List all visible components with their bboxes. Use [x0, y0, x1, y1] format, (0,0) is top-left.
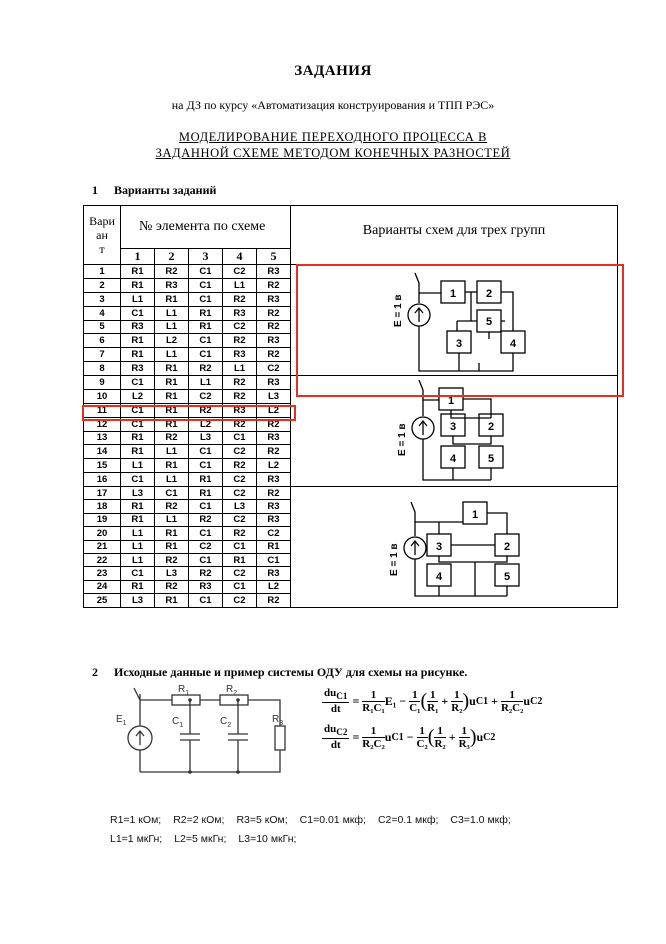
variant-number: 25: [84, 594, 121, 607]
element-cell: L1: [155, 473, 189, 487]
element-cell: C1: [223, 431, 257, 445]
element-cell: R1: [155, 389, 189, 403]
element-cell: R3: [155, 278, 189, 292]
scheme-1-box-3: 3: [455, 338, 463, 350]
element-cell: C2: [223, 487, 257, 500]
variant-number: 8: [84, 362, 121, 376]
element-cell: L1: [121, 553, 155, 566]
parameter-value: C3=1.0 мкф;: [450, 814, 511, 826]
variant-number: 6: [84, 334, 121, 348]
scheme-2-box-1: 1: [447, 395, 455, 407]
variant-number: 22: [84, 553, 121, 566]
variant-number: 2: [84, 278, 121, 292]
element-cell: L3: [223, 500, 257, 513]
topic-line-2: ЗАДАННОЙ СХЕМЕ МЕТОДОМ КОНЕЧНЫХ РАЗНОСТЕЙ: [155, 146, 511, 160]
element-cell: R2: [257, 278, 291, 292]
variant-number: 14: [84, 445, 121, 459]
svg-text:E1: $E_1$: [116, 714, 127, 727]
element-cell: R2: [155, 431, 189, 445]
element-cell: R1: [155, 527, 189, 540]
variant-number: 10: [84, 389, 121, 403]
element-cell: C1: [189, 500, 223, 513]
topic-line-1: МОДЕЛИРОВАНИЕ ПЕРЕХОДНОГО ПРОЦЕССА В: [178, 130, 488, 144]
variant-number: 3: [84, 292, 121, 306]
scheme-2-box-2: 2: [487, 421, 495, 433]
element-cell: R2: [223, 527, 257, 540]
header-elements: № элемента по схеме: [121, 206, 291, 249]
element-cell: L1: [155, 320, 189, 334]
element-cell: L3: [257, 389, 291, 403]
scheme-cell-3: [291, 487, 618, 608]
element-cell: R3: [257, 500, 291, 513]
scheme-3-diagram: [379, 492, 529, 602]
equation-1: $\frac{du_{C1}}{dt}$ = $\frac{1}{\text{R₁C₁}}$ E₁ − $\frac{1}{\text{C₁}}$ ( $\frac{1}{\text{R₁}}$ + $\frac{1}{\text{R₂}}$ ) u C1 + $\frac{1}{\text{R₂C₂}}$ u C2: [324, 686, 543, 716]
variant-number: 24: [84, 580, 121, 593]
element-cell: C2: [257, 362, 291, 376]
element-cell: C2: [223, 567, 257, 580]
parameter-value: R1=1 кОм;: [110, 814, 162, 826]
section-1-title: Варианты заданий: [114, 183, 217, 197]
element-cell: C2: [189, 389, 223, 403]
element-cell: L2: [257, 459, 291, 473]
element-cell: R2: [223, 334, 257, 348]
element-cell: R3: [257, 431, 291, 445]
element-cell: C2: [223, 265, 257, 279]
element-cell: C1: [189, 527, 223, 540]
element-cell: R2: [257, 348, 291, 362]
element-cell: L1: [155, 348, 189, 362]
element-cell: R1: [155, 540, 189, 553]
element-cell: R2: [223, 417, 257, 431]
element-cell: L1: [155, 306, 189, 320]
scheme-3-source-label: E = 1 в: [389, 543, 400, 576]
element-cell: C1: [189, 594, 223, 607]
header-schemes: Варианты схем для трех групп: [291, 206, 618, 265]
svg-text:C2: $C_2$: [220, 716, 232, 729]
element-cell: C1: [121, 417, 155, 431]
element-cell: R3: [189, 580, 223, 593]
element-cell: R2: [189, 403, 223, 417]
column-number-1: 1: [121, 249, 155, 265]
scheme-1-box-1: 1: [449, 288, 457, 300]
element-cell: L2: [257, 580, 291, 593]
parameter-value: L3=10 мкГн;: [238, 833, 297, 845]
element-cell: L1: [121, 527, 155, 540]
parameter-value: C1=0.01 мкф;: [299, 814, 366, 826]
element-cell: C2: [223, 445, 257, 459]
page-subtitle: на ДЗ по курсу «Автоматизация конструирования и ТПП РЭС»: [171, 98, 495, 112]
parameter-value: L2=5 мкГн;: [174, 833, 227, 845]
element-cell: C1: [257, 553, 291, 566]
highlight-variant-10: [82, 405, 296, 421]
variant-number: 21: [84, 540, 121, 553]
table-row: [84, 487, 618, 500]
equation-2: $\frac{du_{C2}}{dt}$ = $\frac{1}{\text{R₂C₂}}$ u C1 − $\frac{1}{\text{C₂}}$ ( $\frac{1}{\text{R₂}}$ + $\frac{1}{\text{R₃}}$ ) u C2: [324, 722, 496, 752]
element-cell: C2: [223, 513, 257, 526]
variant-number: 1: [84, 265, 121, 279]
parameters-line-2: [110, 830, 523, 849]
element-cell: R2: [257, 320, 291, 334]
element-cell: C1: [121, 473, 155, 487]
column-number-3: 3: [189, 249, 223, 265]
scheme-1-box-4: 4: [509, 338, 517, 350]
element-cell: C2: [189, 540, 223, 553]
element-cell: C1: [189, 459, 223, 473]
element-cell: R3: [223, 348, 257, 362]
element-cell: R3: [257, 567, 291, 580]
element-cell: R3: [257, 292, 291, 306]
example-circuit: [110, 682, 310, 782]
scheme-2-box-4: 4: [449, 453, 457, 465]
header-variant: Вари ан т: [84, 206, 121, 265]
element-cell: L2: [189, 417, 223, 431]
element-cell: R2: [189, 567, 223, 580]
section-1-number: 1: [92, 183, 98, 197]
svg-text:C1: $C_1$: [172, 716, 184, 729]
element-cell: R3: [223, 403, 257, 417]
column-number-5: 5: [257, 249, 291, 265]
element-cell: R3: [121, 320, 155, 334]
variant-number: 11: [84, 403, 121, 417]
ode-system: [322, 686, 542, 752]
element-cell: R3: [257, 334, 291, 348]
element-cell: R3: [257, 376, 291, 390]
element-cell: R1: [121, 580, 155, 593]
variant-number: 19: [84, 513, 121, 526]
element-cell: C2: [223, 320, 257, 334]
element-cell: R1: [189, 473, 223, 487]
scheme-1-box-2: 2: [485, 288, 493, 300]
element-cell: R2: [223, 292, 257, 306]
element-cell: R2: [189, 362, 223, 376]
element-cell: R1: [155, 594, 189, 607]
element-cell: R2: [155, 580, 189, 593]
element-cell: C1: [189, 334, 223, 348]
element-cell: C2: [223, 473, 257, 487]
scheme-1-source-label: E = 1 в: [393, 294, 404, 327]
element-cell: R2: [155, 265, 189, 279]
column-number-2: 2: [155, 249, 189, 265]
parameters-line-1: [110, 811, 523, 830]
element-cell: L1: [155, 445, 189, 459]
parameter-value: R3=5 кОм;: [236, 814, 288, 826]
element-cell: R1: [155, 403, 189, 417]
element-cell: C1: [189, 445, 223, 459]
parameter-value: C2=0.1 мкф;: [377, 814, 439, 826]
element-cell: R2: [257, 445, 291, 459]
svg-text:R1: $R_1$: [178, 684, 190, 697]
element-cell: C1: [189, 278, 223, 292]
parameters: [110, 811, 523, 849]
element-cell: R3: [257, 513, 291, 526]
svg-text:R3: $R_3$: [272, 714, 284, 727]
element-cell: L1: [223, 362, 257, 376]
variant-number: 16: [84, 473, 121, 487]
element-cell: R1: [155, 292, 189, 306]
element-cell: C1: [121, 306, 155, 320]
element-cell: R2: [155, 553, 189, 566]
element-cell: R1: [121, 500, 155, 513]
element-cell: C2: [223, 594, 257, 607]
element-cell: R1: [257, 540, 291, 553]
section-2-title: Исходные данные и пример системы ОДУ для схемы на рисунке.: [114, 665, 468, 679]
parameter-value: R2=2 кОм;: [173, 814, 225, 826]
element-cell: R1: [121, 278, 155, 292]
element-cell: C1: [189, 348, 223, 362]
element-cell: R1: [121, 334, 155, 348]
element-cell: L1: [121, 459, 155, 473]
element-cell: R1: [121, 513, 155, 526]
element-cell: L1: [121, 540, 155, 553]
element-cell: R1: [155, 376, 189, 390]
element-cell: L3: [121, 487, 155, 500]
element-cell: C1: [189, 553, 223, 566]
element-cell: R1: [155, 362, 189, 376]
element-cell: C1: [155, 487, 189, 500]
element-cell: R1: [121, 445, 155, 459]
element-cell: L1: [223, 278, 257, 292]
variant-number: 15: [84, 459, 121, 473]
scheme-2-source-label: E = 1 в: [397, 423, 408, 456]
element-cell: C1: [189, 265, 223, 279]
page-title: ЗАДАНИЯ: [294, 63, 372, 79]
element-cell: R2: [223, 376, 257, 390]
section-2-number: 2: [92, 665, 98, 679]
variant-number: 4: [84, 306, 121, 320]
element-cell: L1: [121, 292, 155, 306]
column-number-4: 4: [223, 249, 257, 265]
element-cell: R2: [257, 594, 291, 607]
scheme-3-box-5: 5: [503, 570, 511, 583]
element-cell: R1: [121, 348, 155, 362]
element-cell: C1: [121, 376, 155, 390]
element-cell: R1: [189, 320, 223, 334]
scheme-3-box-1: 1: [471, 508, 479, 521]
element-cell: C2: [257, 527, 291, 540]
element-cell: R3: [121, 362, 155, 376]
element-cell: R3: [257, 473, 291, 487]
variant-number: 5: [84, 320, 121, 334]
element-cell: C1: [223, 580, 257, 593]
parameter-value: L1=1 мкГн;: [110, 833, 163, 845]
element-cell: L2: [121, 389, 155, 403]
scheme-3-box-2: 2: [503, 540, 511, 553]
element-cell: R1: [121, 431, 155, 445]
topic-heading: [0, 129, 666, 161]
element-cell: R2: [257, 487, 291, 500]
element-cell: L3: [121, 594, 155, 607]
element-cell: R1: [189, 306, 223, 320]
highlight-scheme-1: [296, 264, 624, 397]
variant-number: 7: [84, 348, 121, 362]
element-cell: R3: [257, 265, 291, 279]
element-cell: L3: [189, 431, 223, 445]
scheme-1-box-5: 5: [485, 316, 493, 328]
variant-number: 18: [84, 500, 121, 513]
variant-number: 13: [84, 431, 121, 445]
element-cell: L2: [257, 403, 291, 417]
element-cell: L1: [189, 376, 223, 390]
element-cell: R2: [189, 513, 223, 526]
variant-number: 23: [84, 567, 121, 580]
svg-text:R2: $R_2$: [226, 684, 238, 697]
element-cell: R1: [155, 417, 189, 431]
section-1-heading: [92, 183, 216, 198]
element-cell: R2: [155, 500, 189, 513]
element-cell: R1: [223, 553, 257, 566]
variant-number: 20: [84, 527, 121, 540]
section-2-heading: [92, 665, 467, 680]
element-cell: C1: [223, 540, 257, 553]
element-cell: L2: [155, 334, 189, 348]
element-cell: L1: [155, 513, 189, 526]
element-cell: R2: [223, 389, 257, 403]
variant-number: 17: [84, 487, 121, 500]
scheme-3-box-3: 3: [435, 540, 443, 553]
element-cell: C1: [189, 292, 223, 306]
element-cell: C1: [121, 567, 155, 580]
element-cell: R2: [257, 306, 291, 320]
element-cell: R1: [121, 265, 155, 279]
variant-number: 12: [84, 417, 121, 431]
element-cell: R1: [155, 459, 189, 473]
element-cell: R1: [189, 487, 223, 500]
element-cell: R2: [223, 459, 257, 473]
scheme-2-box-3: 3: [449, 421, 457, 433]
scheme-3-box-4: 4: [435, 570, 443, 583]
element-cell: R2: [257, 417, 291, 431]
element-cell: C1: [121, 403, 155, 417]
variant-number: 9: [84, 376, 121, 390]
scheme-2-box-5: 5: [487, 453, 495, 465]
element-cell: L3: [155, 567, 189, 580]
element-cell: R3: [223, 306, 257, 320]
